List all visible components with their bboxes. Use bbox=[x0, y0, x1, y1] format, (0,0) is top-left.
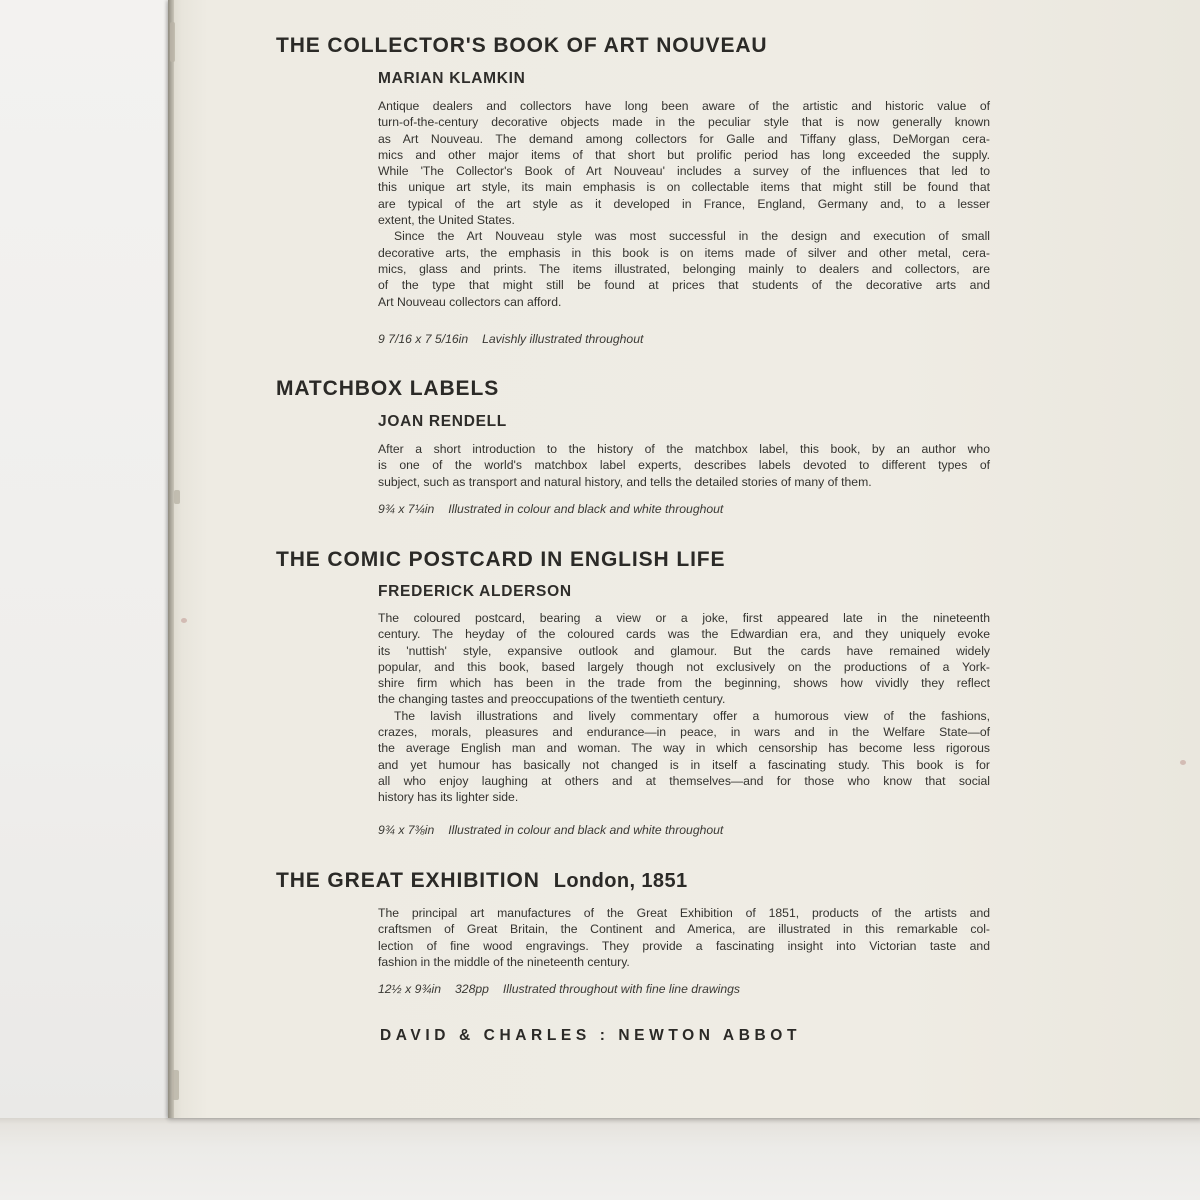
book-illustration-note: Illustrated in colour and black and white throughout bbox=[448, 823, 724, 837]
book-author-klamkin: MARIAN KLAMKIN bbox=[378, 70, 526, 87]
book-description-comic-postcard bbox=[378, 610, 990, 806]
description-line: and yet humour has basically not changed is in itself a fascinating study. This book is for bbox=[378, 757, 990, 772]
description-line: extent, the United States. bbox=[378, 213, 515, 228]
book-title-matchbox-labels: MATCHBOX LABELS bbox=[276, 377, 500, 400]
description-line: century. The heyday of the coloured cards was the Edwardian era, and they uniquely evoke bbox=[378, 627, 990, 642]
description-line: Antique dealers and collectors have long been aware of the artistic and historic value of bbox=[378, 99, 990, 113]
book-description-great-exhibition bbox=[378, 905, 990, 970]
description-line: subject, such as transport and natural history, and tells the detailed stories of many of them. bbox=[378, 474, 872, 489]
description-line: this unique art style, its main emphasis is on collectable items that might still be found that bbox=[378, 180, 990, 195]
description-line: is one of the world's matchbox label experts, describes labels devoted to different types of bbox=[378, 458, 990, 473]
book-page-count: 328pp bbox=[455, 982, 489, 996]
description-line: craftsmen of Great Britain, the Continent and America, are illustrated in this remarkable col- bbox=[378, 922, 990, 937]
description-line: history has its lighter side. bbox=[378, 790, 519, 805]
description-line: decorative arts, the emphasis in this book is on items made of silver and other metal, cera- bbox=[378, 245, 990, 260]
book-size: 12½ x 9¾in bbox=[378, 982, 442, 996]
description-line: mics, glass and prints. The items illustrated, belonging mainly to dealers and collectors, are bbox=[378, 261, 990, 276]
description-line: crazes, morals, pleasures and endurance—in peace, in wars and in the Welfare State—of bbox=[378, 725, 990, 740]
book-title-art-nouveau: THE COLLECTOR'S BOOK OF ART NOUVEAU bbox=[276, 34, 768, 57]
description-line: the average English man and woman. The way in which censorship has become less rigorous bbox=[378, 741, 990, 756]
book-specs-matchbox-labels bbox=[378, 502, 723, 516]
book-specs-great-exhibition bbox=[378, 982, 740, 996]
description-line: Art Nouveau collectors can afford. bbox=[378, 294, 562, 309]
book-title-great-exhibition bbox=[276, 869, 688, 893]
edge-wear bbox=[170, 22, 175, 62]
description-line: The principal art manufactures of the Great Exhibition of 1851, products of the artists and bbox=[378, 906, 990, 920]
book-specs-comic-postcard bbox=[378, 823, 723, 837]
edge-wear bbox=[174, 490, 180, 504]
publisher-imprint: DAVID & CHARLES : NEWTON ABBOT bbox=[380, 1027, 802, 1044]
shelf-surface bbox=[0, 1118, 1200, 1200]
book-illustration-note: Illustrated in colour and black and white throughout bbox=[448, 502, 724, 516]
book-specs-art-nouveau bbox=[378, 332, 643, 346]
book-illustration-note: Lavishly illustrated throughout bbox=[482, 332, 644, 346]
description-line: lection of fine wood engravings. They provide a fascinating insight into Victorian taste and bbox=[378, 938, 990, 953]
description-line: The coloured postcard, bearing a view or a joke, first appeared late in the nineteenth bbox=[378, 611, 990, 625]
description-line: its 'nuttish' style, expansive outlook and glamour. But the cards have remained widely bbox=[378, 643, 990, 658]
description-line: turn-of-the-century decorative objects made in the peculiar style that is now generally known bbox=[378, 115, 990, 130]
edge-wear bbox=[172, 1070, 179, 1100]
book-title-comic-postcard: THE COMIC POSTCARD IN ENGLISH LIFE bbox=[276, 548, 726, 571]
book-author-rendell: JOAN RENDELL bbox=[378, 413, 507, 430]
description-line: While 'The Collector's Book of Art Nouveau' includes a survey of the influences that led to bbox=[378, 164, 990, 179]
book-illustration-note: Illustrated throughout with fine line drawings bbox=[502, 982, 741, 996]
stain-spot bbox=[181, 618, 187, 623]
description-line: fashion in the middle of the nineteenth century. bbox=[378, 954, 630, 969]
description-line: The lavish illustrations and lively commentary offer a humorous view of the fashions, bbox=[394, 708, 990, 723]
book-author-alderson: FREDERICK ALDERSON bbox=[378, 583, 572, 600]
description-line: mics and other major items of that short but prolific period has long exceeded the supply. bbox=[378, 147, 990, 162]
description-line: of the type that might still be found at prices that students of the decorative arts and bbox=[378, 278, 990, 293]
description-line: Since the Art Nouveau style was most successful in the design and execution of small bbox=[394, 229, 990, 244]
description-line: all who enjoy laughing at others and at themselves—and for those who know that social bbox=[378, 773, 990, 788]
description-line: are typical of the art style as it developed in France, England, Germany and, to a lesser bbox=[378, 196, 990, 211]
book-size: 9¾ x 7¼in bbox=[378, 502, 435, 516]
book-title-main: THE GREAT EXHIBITION bbox=[276, 869, 540, 892]
description-line: After a short introduction to the history of the matchbox label, this book, by an author who bbox=[378, 442, 990, 456]
book-size: 9¾ x 7⅜in bbox=[378, 823, 435, 837]
cover-edge bbox=[168, 0, 174, 1118]
book-title-subtitle: London, 1851 bbox=[553, 870, 688, 892]
book-size: 9 7/16 x 7 5/16in bbox=[378, 332, 469, 346]
book-description-matchbox-labels bbox=[378, 441, 990, 490]
stain-spot bbox=[1180, 760, 1186, 765]
description-line: shire firm which has been in the trade from the beginning, shows how vividly they reflect bbox=[378, 676, 990, 691]
description-line: the changing tastes and preoccupations of the twentieth century. bbox=[378, 692, 726, 707]
description-line: popular, and this book, based largely though not exclusively on the productions of a York- bbox=[378, 659, 990, 674]
book-description-art-nouveau bbox=[378, 98, 990, 310]
description-line: as Art Nouveau. The demand among collectors for Galle and Tiffany glass, DeMorgan cera- bbox=[378, 131, 990, 146]
